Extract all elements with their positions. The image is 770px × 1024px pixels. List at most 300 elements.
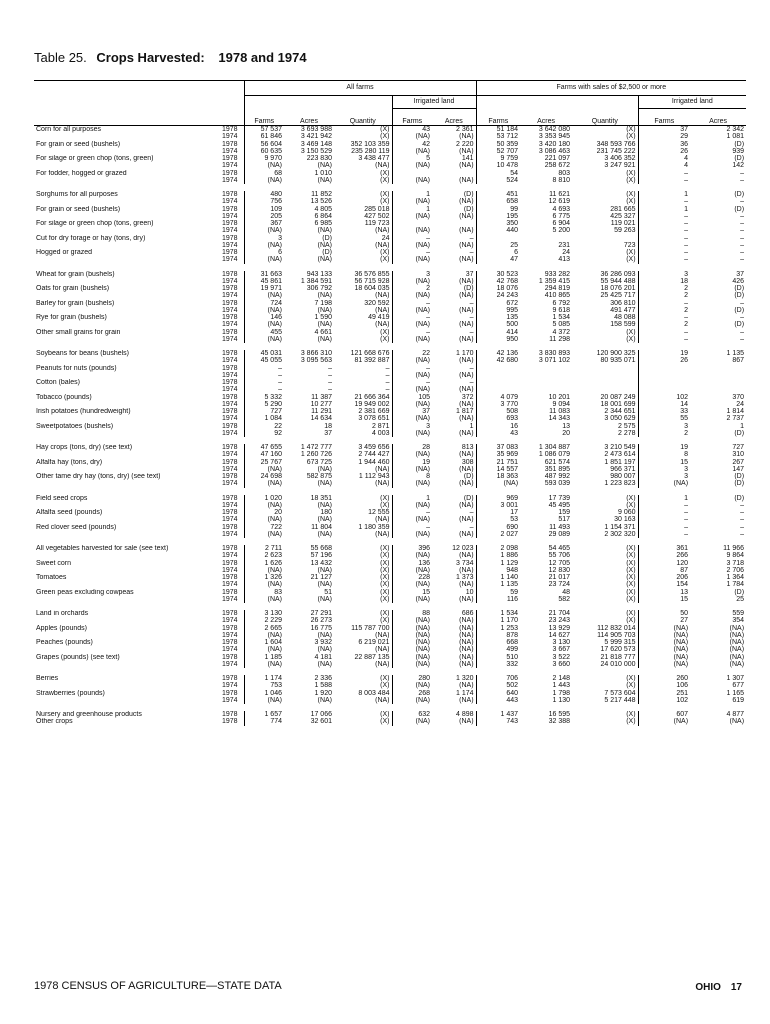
cell-farms: 5 332 xyxy=(244,394,284,401)
row-year: 1974 xyxy=(222,516,238,524)
cell-s-irr-acres xyxy=(690,365,746,372)
cell-s-irr-farms: 2 xyxy=(638,292,690,299)
cell-s-irr-acres: (D) xyxy=(734,429,745,437)
row-spacer xyxy=(34,184,746,191)
cell-farms: 753 xyxy=(244,682,284,689)
cell-acres: 1 384 591 xyxy=(300,277,332,285)
col-s-acres: Acres xyxy=(520,109,572,126)
row-year: 1978 xyxy=(222,675,238,682)
table-row xyxy=(34,473,746,480)
cell-irr-farms: 136 xyxy=(392,560,432,567)
row-label xyxy=(34,632,220,639)
col-s-irr-acres: Acres xyxy=(690,109,746,126)
row-year: 1974 xyxy=(222,480,238,488)
cell-acres: 26 273 xyxy=(310,617,332,625)
cell-s-acres: 13 929 xyxy=(548,624,571,632)
cell-irr-acres: 2 220 xyxy=(456,140,474,148)
cell-s-farms: 37 083 xyxy=(476,444,520,451)
cell-acres: 1 920 xyxy=(314,689,332,697)
cell-acres: 11 387 xyxy=(311,393,332,401)
cell-s-acres: 159 xyxy=(558,509,571,516)
cell-farms: 45 031 xyxy=(244,350,284,357)
cell-irr-acres: – xyxy=(469,509,474,516)
cell-irr-farms: (NA) xyxy=(392,617,432,624)
cell-irr-farms: (NA) xyxy=(392,307,432,314)
row-label xyxy=(34,617,220,624)
cell-farms: – xyxy=(244,372,284,379)
cell-acres: (NA) xyxy=(317,227,332,235)
cell-s-quantity: 1 223 823 xyxy=(604,480,636,488)
cell-s-quantity: (X) xyxy=(626,176,636,184)
table-row xyxy=(34,654,746,661)
cell-s-farms: 1 135 xyxy=(476,581,520,588)
cell-quantity: (NA) xyxy=(375,292,390,300)
cell-quantity: (X) xyxy=(380,169,390,177)
cell-irr-farms: (NA) xyxy=(392,177,432,184)
cell-quantity: (NA) xyxy=(375,516,390,524)
table-row xyxy=(34,675,746,682)
table-row xyxy=(34,155,746,162)
cell-acres: 3 693 988 xyxy=(300,126,332,133)
table-row xyxy=(34,191,746,198)
cell-farms: (NA) xyxy=(244,256,284,263)
table-row xyxy=(34,581,746,588)
cell-s-farms: 6 xyxy=(476,249,520,256)
cell-s-acres: 23 724 xyxy=(548,581,571,589)
cell-s-quantity: 2 344 651 xyxy=(604,408,636,415)
cell-irr-farms: 632 xyxy=(392,711,432,718)
cell-s-acres: 12 830 xyxy=(548,566,571,574)
cell-quantity: (X) xyxy=(380,335,390,343)
row-label: Other crops xyxy=(36,718,73,726)
cell-irr-acres: (NA) xyxy=(459,581,474,589)
cell-quantity: 121 668 676 xyxy=(350,350,390,357)
row-year: 1974 xyxy=(222,176,238,184)
row-label: Rye for grain (bushels) xyxy=(36,314,107,321)
row-label: For silage or green chop (tons, green) xyxy=(36,220,154,227)
cell-s-farms xyxy=(476,379,520,386)
cell-quantity: 285 018 xyxy=(364,205,390,213)
cell-s-quantity: 120 900 325 xyxy=(596,350,636,357)
cell-s-irr-acres: 939 xyxy=(732,147,745,155)
cell-s-acres: 10 201 xyxy=(548,393,571,401)
cell-s-irr-farms: 260 xyxy=(638,675,690,682)
cell-s-acres: 3 660 xyxy=(552,660,571,668)
cell-acres: 4 805 xyxy=(314,205,332,213)
cell-irr-acres: 686 xyxy=(461,610,474,617)
cell-irr-farms: – xyxy=(392,235,432,242)
cell-irr-acres: (NA) xyxy=(459,371,474,379)
cell-s-farms: 414 xyxy=(476,329,520,336)
table-row xyxy=(34,560,746,567)
row-year: 1974 xyxy=(222,277,238,285)
cell-quantity: 2 871 xyxy=(371,422,390,430)
row-label xyxy=(34,430,220,437)
row-label: For fodder, hogged or grazed xyxy=(36,169,127,177)
cell-s-irr-acres: 25 xyxy=(736,595,745,603)
row-label: Alfalfa seed (pounds) xyxy=(36,509,103,516)
cell-irr-farms: 28 xyxy=(392,444,432,451)
cell-s-acres: 1 130 xyxy=(552,696,571,704)
col-quantity: Quantity xyxy=(334,109,392,126)
row-spacer xyxy=(34,704,746,711)
row-label: For silage or green chop (tons, green) xyxy=(36,155,154,162)
cell-irr-acres: (NA) xyxy=(459,292,474,300)
cell-s-farms: 14 557 xyxy=(476,466,520,473)
row-year: 1974 xyxy=(222,292,238,300)
row-year: 1978 xyxy=(222,328,238,336)
cell-acres: (NA) xyxy=(317,660,332,668)
row-year: 1978 xyxy=(222,473,238,480)
cell-s-farms: 502 xyxy=(476,682,520,689)
table-row xyxy=(34,321,746,328)
cell-irr-acres: (NA) xyxy=(459,480,474,488)
cell-irr-acres: (NA) xyxy=(459,696,474,704)
cell-farms: 1 046 xyxy=(244,690,284,697)
cell-irr-acres: (NA) xyxy=(459,147,474,155)
table-row xyxy=(34,589,746,596)
row-year: 1978 xyxy=(222,155,238,162)
cell-s-irr-acres: 1 165 xyxy=(726,689,745,697)
cell-s-quantity: 55 944 488 xyxy=(600,277,636,285)
cell-quantity: (NA) xyxy=(375,227,390,235)
cell-irr-acres: (NA) xyxy=(459,176,474,184)
cell-s-irr-farms: – xyxy=(638,509,690,516)
row-label xyxy=(34,451,220,458)
cell-s-quantity: (X) xyxy=(626,552,636,560)
cell-s-farms: 18 076 xyxy=(476,285,520,292)
cell-s-acres xyxy=(520,372,572,379)
row-spacer xyxy=(34,668,746,675)
cell-irr-acres: – xyxy=(469,299,474,307)
cell-irr-acres: – xyxy=(469,328,474,336)
cell-s-farms: 332 xyxy=(476,661,520,668)
cell-farms: 1 185 xyxy=(244,654,284,661)
cell-irr-acres: 372 xyxy=(461,393,474,401)
table-row xyxy=(34,206,746,213)
row-label: Tomatoes xyxy=(36,574,67,581)
cell-s-irr-farms: – xyxy=(638,213,690,220)
col-irr-farms: Farms xyxy=(392,109,432,126)
row-label: Grapes (pounds) (see text) xyxy=(36,653,120,661)
cell-irr-farms: 22 xyxy=(392,350,432,357)
row-spacer xyxy=(34,603,746,610)
cell-s-irr-farms: 18 xyxy=(638,278,690,285)
cell-irr-acres: (NA) xyxy=(459,133,474,141)
row-year: 1974 xyxy=(222,212,238,220)
cell-farms: 83 xyxy=(244,589,284,596)
cell-irr-acres: (NA) xyxy=(459,162,474,170)
row-year: 1978 xyxy=(222,285,238,292)
cell-irr-acres: (NA) xyxy=(459,718,474,726)
cell-irr-acres: (NA) xyxy=(459,646,474,654)
cell-acres: (NA) xyxy=(317,306,332,314)
cell-farms: – xyxy=(244,379,284,386)
table-row xyxy=(34,480,746,487)
cell-irr-farms: (NA) xyxy=(392,697,432,704)
cell-s-quantity: 17 620 573 xyxy=(600,646,636,654)
cell-s-quantity: (X) xyxy=(626,494,636,502)
table-row xyxy=(34,444,746,451)
row-label xyxy=(34,401,220,408)
row-year: 1978 xyxy=(222,545,238,552)
cell-s-farms: 50 359 xyxy=(476,141,520,148)
cell-farms: (NA) xyxy=(244,480,284,487)
cell-irr-farms: (NA) xyxy=(392,256,432,263)
row-year: 1974 xyxy=(222,321,238,329)
cell-s-irr-acres: (D) xyxy=(734,588,745,596)
cell-s-quantity xyxy=(572,379,638,386)
table-row xyxy=(34,502,746,509)
cell-s-irr-acres: 11 966 xyxy=(723,545,745,552)
cell-irr-acres: 12 023 xyxy=(452,545,474,552)
cell-acres: (NA) xyxy=(317,162,332,170)
row-label: Irish potatoes (hundredweight) xyxy=(36,408,131,415)
row-label xyxy=(34,213,220,220)
cell-acres: 3 469 148 xyxy=(300,140,332,148)
table-row xyxy=(34,271,746,278)
cell-s-quantity: (X) xyxy=(626,718,636,726)
row-year: 1978 xyxy=(222,270,238,278)
cell-quantity: (X) xyxy=(380,191,390,198)
cell-farms: 1 604 xyxy=(244,639,284,646)
cell-s-quantity: (X) xyxy=(626,617,636,625)
col-farms: Farms xyxy=(244,109,284,126)
row-year: 1978 xyxy=(222,624,238,632)
table-row xyxy=(34,545,746,552)
cell-s-quantity xyxy=(572,365,638,372)
cell-s-quantity: 3 210 549 xyxy=(604,444,636,451)
cell-s-acres: 1 798 xyxy=(552,689,571,697)
cell-farms: 20 xyxy=(244,509,284,516)
cell-s-irr-acres: (D) xyxy=(734,191,745,198)
cell-s-irr-acres: 1 135 xyxy=(726,350,745,357)
cell-s-farms xyxy=(476,235,520,242)
cell-irr-farms: (NA) xyxy=(392,242,432,249)
cell-acres: 11 804 xyxy=(311,523,332,531)
cell-s-irr-acres: 4 877 xyxy=(726,711,745,718)
cell-s-farms xyxy=(476,386,520,393)
cell-s-acres: 221 097 xyxy=(544,155,571,162)
row-year: 1978 xyxy=(222,559,238,567)
cell-irr-farms: (NA) xyxy=(392,632,432,639)
row-label: Apples (pounds) xyxy=(36,624,87,632)
cell-s-irr-farms: 33 xyxy=(638,408,690,415)
table-row xyxy=(34,574,746,581)
table-row xyxy=(34,415,746,422)
cell-s-acres: 13 xyxy=(562,422,571,430)
cell-s-acres xyxy=(520,235,572,242)
header-all-farms: All farms xyxy=(244,81,476,96)
cell-s-irr-farms: 120 xyxy=(638,560,690,567)
cell-irr-farms: 43 xyxy=(392,126,432,134)
row-year: 1974 xyxy=(222,595,238,603)
row-label: Green peas excluding cowpeas xyxy=(36,588,134,596)
cell-irr-farms: (NA) xyxy=(392,357,432,364)
cell-irr-acres: (NA) xyxy=(459,277,474,285)
row-spacer xyxy=(34,343,746,350)
row-label xyxy=(34,148,220,155)
cell-irr-acres: (NA) xyxy=(459,212,474,220)
cell-acres: (NA) xyxy=(317,646,332,654)
cell-quantity: (NA) xyxy=(375,241,390,249)
cell-irr-acres: 1 373 xyxy=(456,574,474,581)
cell-irr-farms: 15 xyxy=(392,589,432,596)
table-row xyxy=(34,177,746,184)
cell-s-farms: 1 253 xyxy=(476,625,520,632)
row-year: 1978 xyxy=(222,574,238,581)
cell-farms: 47 655 xyxy=(244,444,284,451)
cell-irr-farms: (NA) xyxy=(392,531,432,538)
cell-quantity: 1 180 359 xyxy=(358,523,390,531)
spacer-cell xyxy=(34,704,746,711)
cell-acres: 37 xyxy=(324,429,332,437)
row-label: All vegetables harvested for sale (see text) xyxy=(36,545,169,552)
cell-quantity: (NA) xyxy=(375,321,390,329)
cell-irr-acres: – xyxy=(469,523,474,531)
cell-irr-farms: (NA) xyxy=(392,466,432,473)
cell-farms: 3 xyxy=(244,235,284,242)
cell-s-irr-acres: (NA) xyxy=(729,660,745,668)
cell-farms: 25 767 xyxy=(244,459,284,466)
cell-s-irr-acres xyxy=(690,372,746,379)
cell-acres: (NA) xyxy=(317,241,332,249)
cell-irr-farms: (NA) xyxy=(392,336,432,343)
table-row xyxy=(34,394,746,401)
cell-acres: 18 351 xyxy=(310,494,332,502)
row-year: 1978 xyxy=(222,234,238,242)
table-row xyxy=(34,148,746,155)
cell-s-irr-farms: 8 xyxy=(638,451,690,458)
cell-irr-acres: – xyxy=(469,379,474,386)
cell-farms: (NA) xyxy=(244,307,284,314)
cell-quantity: (X) xyxy=(380,501,390,509)
cell-irr-acres: (NA) xyxy=(459,631,474,639)
cell-s-irr-farms: – xyxy=(638,524,690,531)
table-title xyxy=(34,50,307,65)
cell-irr-acres: (NA) xyxy=(459,306,474,314)
cell-s-irr-farms: – xyxy=(638,220,690,227)
cell-irr-acres: (NA) xyxy=(459,516,474,524)
cell-s-irr-farms: 2 xyxy=(638,430,690,437)
cell-s-acres: 803 xyxy=(558,169,571,177)
table-row xyxy=(34,357,746,364)
cell-irr-acres: 1 817 xyxy=(456,408,474,415)
cell-quantity: (X) xyxy=(380,682,390,690)
cell-quantity: (X) xyxy=(380,711,390,718)
cell-s-acres: 8 810 xyxy=(552,176,571,184)
cell-acres: 6 864 xyxy=(314,212,332,220)
cell-quantity: 21 666 364 xyxy=(354,393,390,401)
cell-s-irr-acres: – xyxy=(740,328,745,336)
row-year: 1978 xyxy=(222,169,238,177)
cell-quantity: (X) xyxy=(380,581,390,589)
cell-farms: 2 711 xyxy=(244,545,284,552)
cell-s-irr-acres: 142 xyxy=(732,162,745,170)
cell-s-quantity: 3 050 629 xyxy=(604,415,636,423)
cell-s-irr-farms: (NA) xyxy=(638,661,690,668)
cell-s-farms: 17 xyxy=(476,509,520,516)
table-row xyxy=(34,292,746,299)
cell-s-farms: 499 xyxy=(476,646,520,653)
cell-s-irr-farms: – xyxy=(638,300,690,307)
cell-irr-farms: (NA) xyxy=(392,321,432,328)
cell-s-acres: 593 039 xyxy=(544,480,571,488)
cell-s-quantity: (X) xyxy=(626,559,636,567)
cell-s-irr-acres: (D) xyxy=(734,285,745,292)
cell-s-acres: 487 992 xyxy=(544,473,571,480)
cell-s-irr-acres: 310 xyxy=(732,451,745,459)
cell-quantity: 3 459 656 xyxy=(358,444,390,451)
cell-farms: 774 xyxy=(244,718,284,725)
cell-s-farms: 195 xyxy=(476,213,520,220)
cell-irr-acres xyxy=(432,170,476,177)
cell-quantity: 115 787 700 xyxy=(351,624,390,632)
cell-farms: 68 xyxy=(244,170,284,177)
cell-quantity: (X) xyxy=(380,126,390,133)
cell-quantity: (X) xyxy=(380,566,390,574)
cell-s-farms: 116 xyxy=(476,596,520,603)
cell-s-irr-acres: – xyxy=(740,220,745,227)
cell-irr-farms: – xyxy=(392,524,432,531)
cell-s-quantity: 7 573 604 xyxy=(604,689,636,697)
table-row xyxy=(34,249,746,256)
cell-irr-farms: (NA) xyxy=(392,718,432,725)
cell-s-farms: 3 001 xyxy=(476,502,520,509)
cell-irr-farms: (NA) xyxy=(392,451,432,458)
cell-s-quantity: (X) xyxy=(626,335,636,343)
cell-irr-acres: 1 320 xyxy=(456,675,474,682)
row-year: 1978 xyxy=(222,191,238,198)
cell-s-farms: 672 xyxy=(476,300,520,307)
cell-s-farms: 18 363 xyxy=(476,473,520,480)
cell-irr-farms: (NA) xyxy=(392,415,432,422)
cell-irr-acres: (NA) xyxy=(459,682,474,690)
cell-irr-farms: 1 xyxy=(392,495,432,502)
row-label: Alfalfa hay (tons, dry) xyxy=(36,458,103,466)
cell-s-acres: 23 243 xyxy=(548,617,571,625)
cell-quantity: (NA) xyxy=(375,530,390,538)
cell-s-quantity: 112 832 014 xyxy=(597,624,636,632)
cell-farms: 455 xyxy=(244,329,284,336)
row-label: Cotton (bales) xyxy=(36,379,80,386)
cell-farms: (NA) xyxy=(244,502,284,509)
cell-irr-acres: (NA) xyxy=(459,357,474,365)
cell-irr-farms: – xyxy=(392,314,432,321)
cell-s-irr-acres: – xyxy=(740,314,745,321)
cell-farms: – xyxy=(244,386,284,393)
cell-irr-farms: (NA) xyxy=(392,639,432,646)
cell-irr-acres: (D) xyxy=(463,285,474,292)
footer-state: OHIO xyxy=(695,982,721,993)
cell-acres: 21 127 xyxy=(310,574,332,581)
cell-farms: 109 xyxy=(244,206,284,213)
cell-irr-farms xyxy=(392,170,432,177)
cell-s-quantity: (X) xyxy=(626,682,636,690)
table-row xyxy=(34,350,746,357)
row-year: 1974 xyxy=(222,617,238,625)
cell-irr-farms: 268 xyxy=(392,690,432,697)
cell-s-quantity: 114 905 703 xyxy=(597,631,636,639)
cell-quantity: 12 555 xyxy=(368,509,390,516)
cell-quantity: (X) xyxy=(380,133,390,141)
cell-quantity: 320 592 xyxy=(364,299,390,307)
cell-s-quantity: (X) xyxy=(626,574,636,581)
row-label xyxy=(34,162,220,169)
cell-irr-farms: (NA) xyxy=(392,213,432,220)
table-row xyxy=(34,625,746,632)
cell-s-quantity: (X) xyxy=(626,249,636,256)
